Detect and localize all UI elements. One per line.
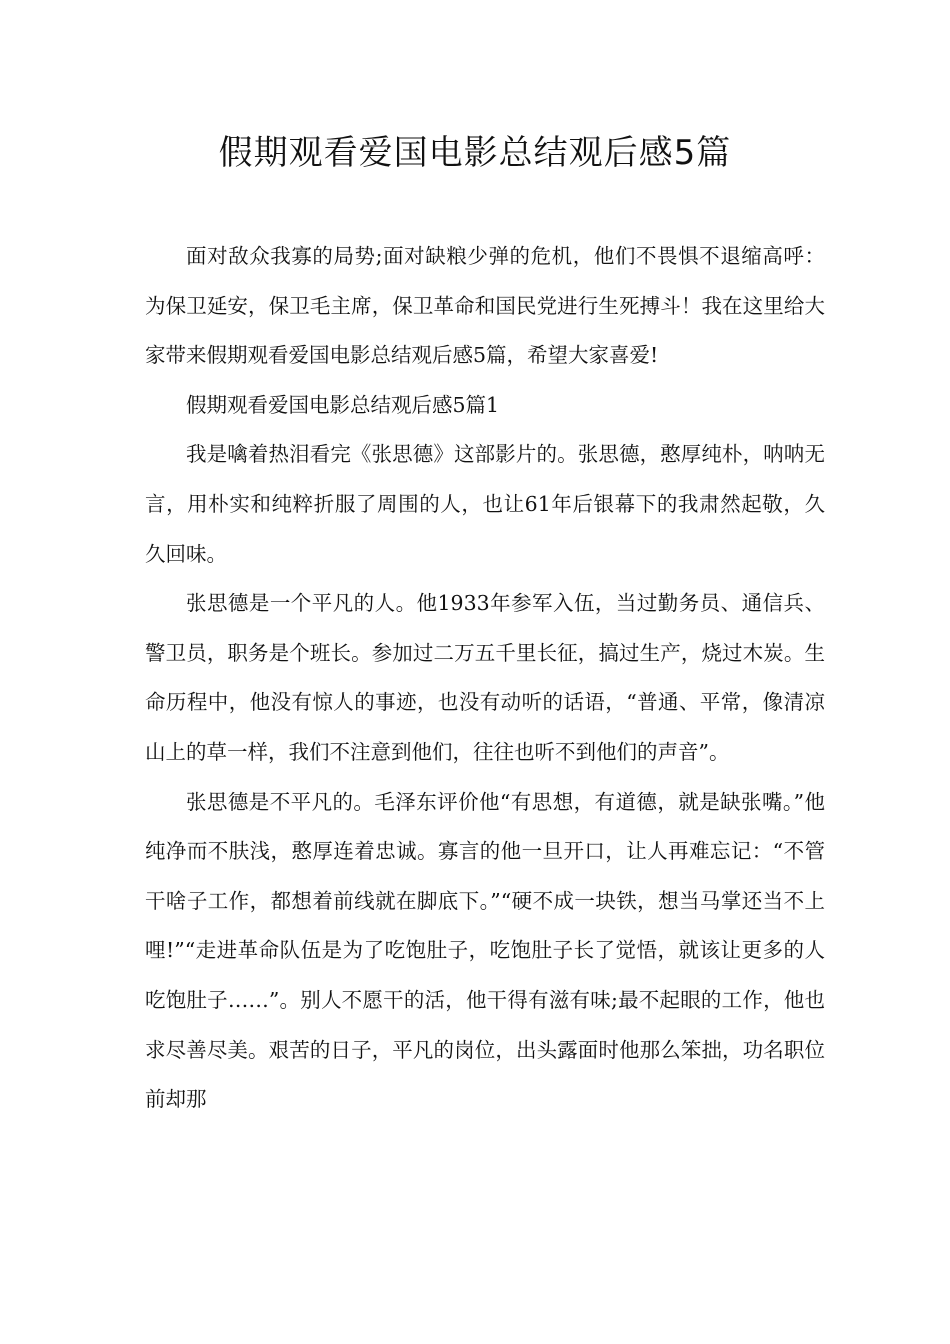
- paragraph-2: 张思德是一个平凡的人。他1933年参军入伍，当过勤务员、通信兵、警卫员，职务是个班长。参加过二万五千里长征，搞过生产，烧过木炭。生命历程中，他没有惊人的事迹，也没有动听的话语，“普通、平常，像清凉山上的草一样，我们不注意到他们，往往也听不到他们的声音”。: [145, 591, 825, 764]
- paragraph-3: 张思德是不平凡的。毛泽东评价他“有思想，有道德，就是缺张嘴。”他纯净而不肤浅，憨厚连着忠诚。寡言的他一旦开口，让人再难忘记：“不管干啥子工作，都想着前线就在脚底下。”“硬不成一块铁，想当马掌还当不上哩!”“走进革命队伍是为了吃饱肚子，吃饱肚子长了觉悟，就该让更多的人吃饱肚子……”。别人不愿干的活，他干得有滋有味;最不起眼的工作，他也求尽善尽美。艰苦的日子，平凡的岗位，出头露面时他那么笨拙，功名职位前却那: [145, 789, 825, 1112]
- paragraph-1: 我是噙着热泪看完《张思德》这部影片的。张思德，憨厚纯朴，呐呐无言，用朴实和纯粹折服了周围的人，也让61年后银幕下的我肃然起敬，久久回味。: [145, 442, 825, 566]
- document-body: [145, 232, 825, 1125]
- paragraph-intro: 面对敌众我寡的局势;面对缺粮少弹的危机，他们不畏惧不退缩高呼：为保卫延安，保卫毛主席，保卫革命和国民党进行生死搏斗！我在这里给大家带来假期观看爱国电影总结观后感5篇，希望大家喜爱!: [145, 244, 825, 368]
- section-heading: 假期观看爱国电影总结观后感5篇1: [186, 392, 500, 417]
- document-title: 假期观看爱国电影总结观后感5篇: [218, 133, 732, 173]
